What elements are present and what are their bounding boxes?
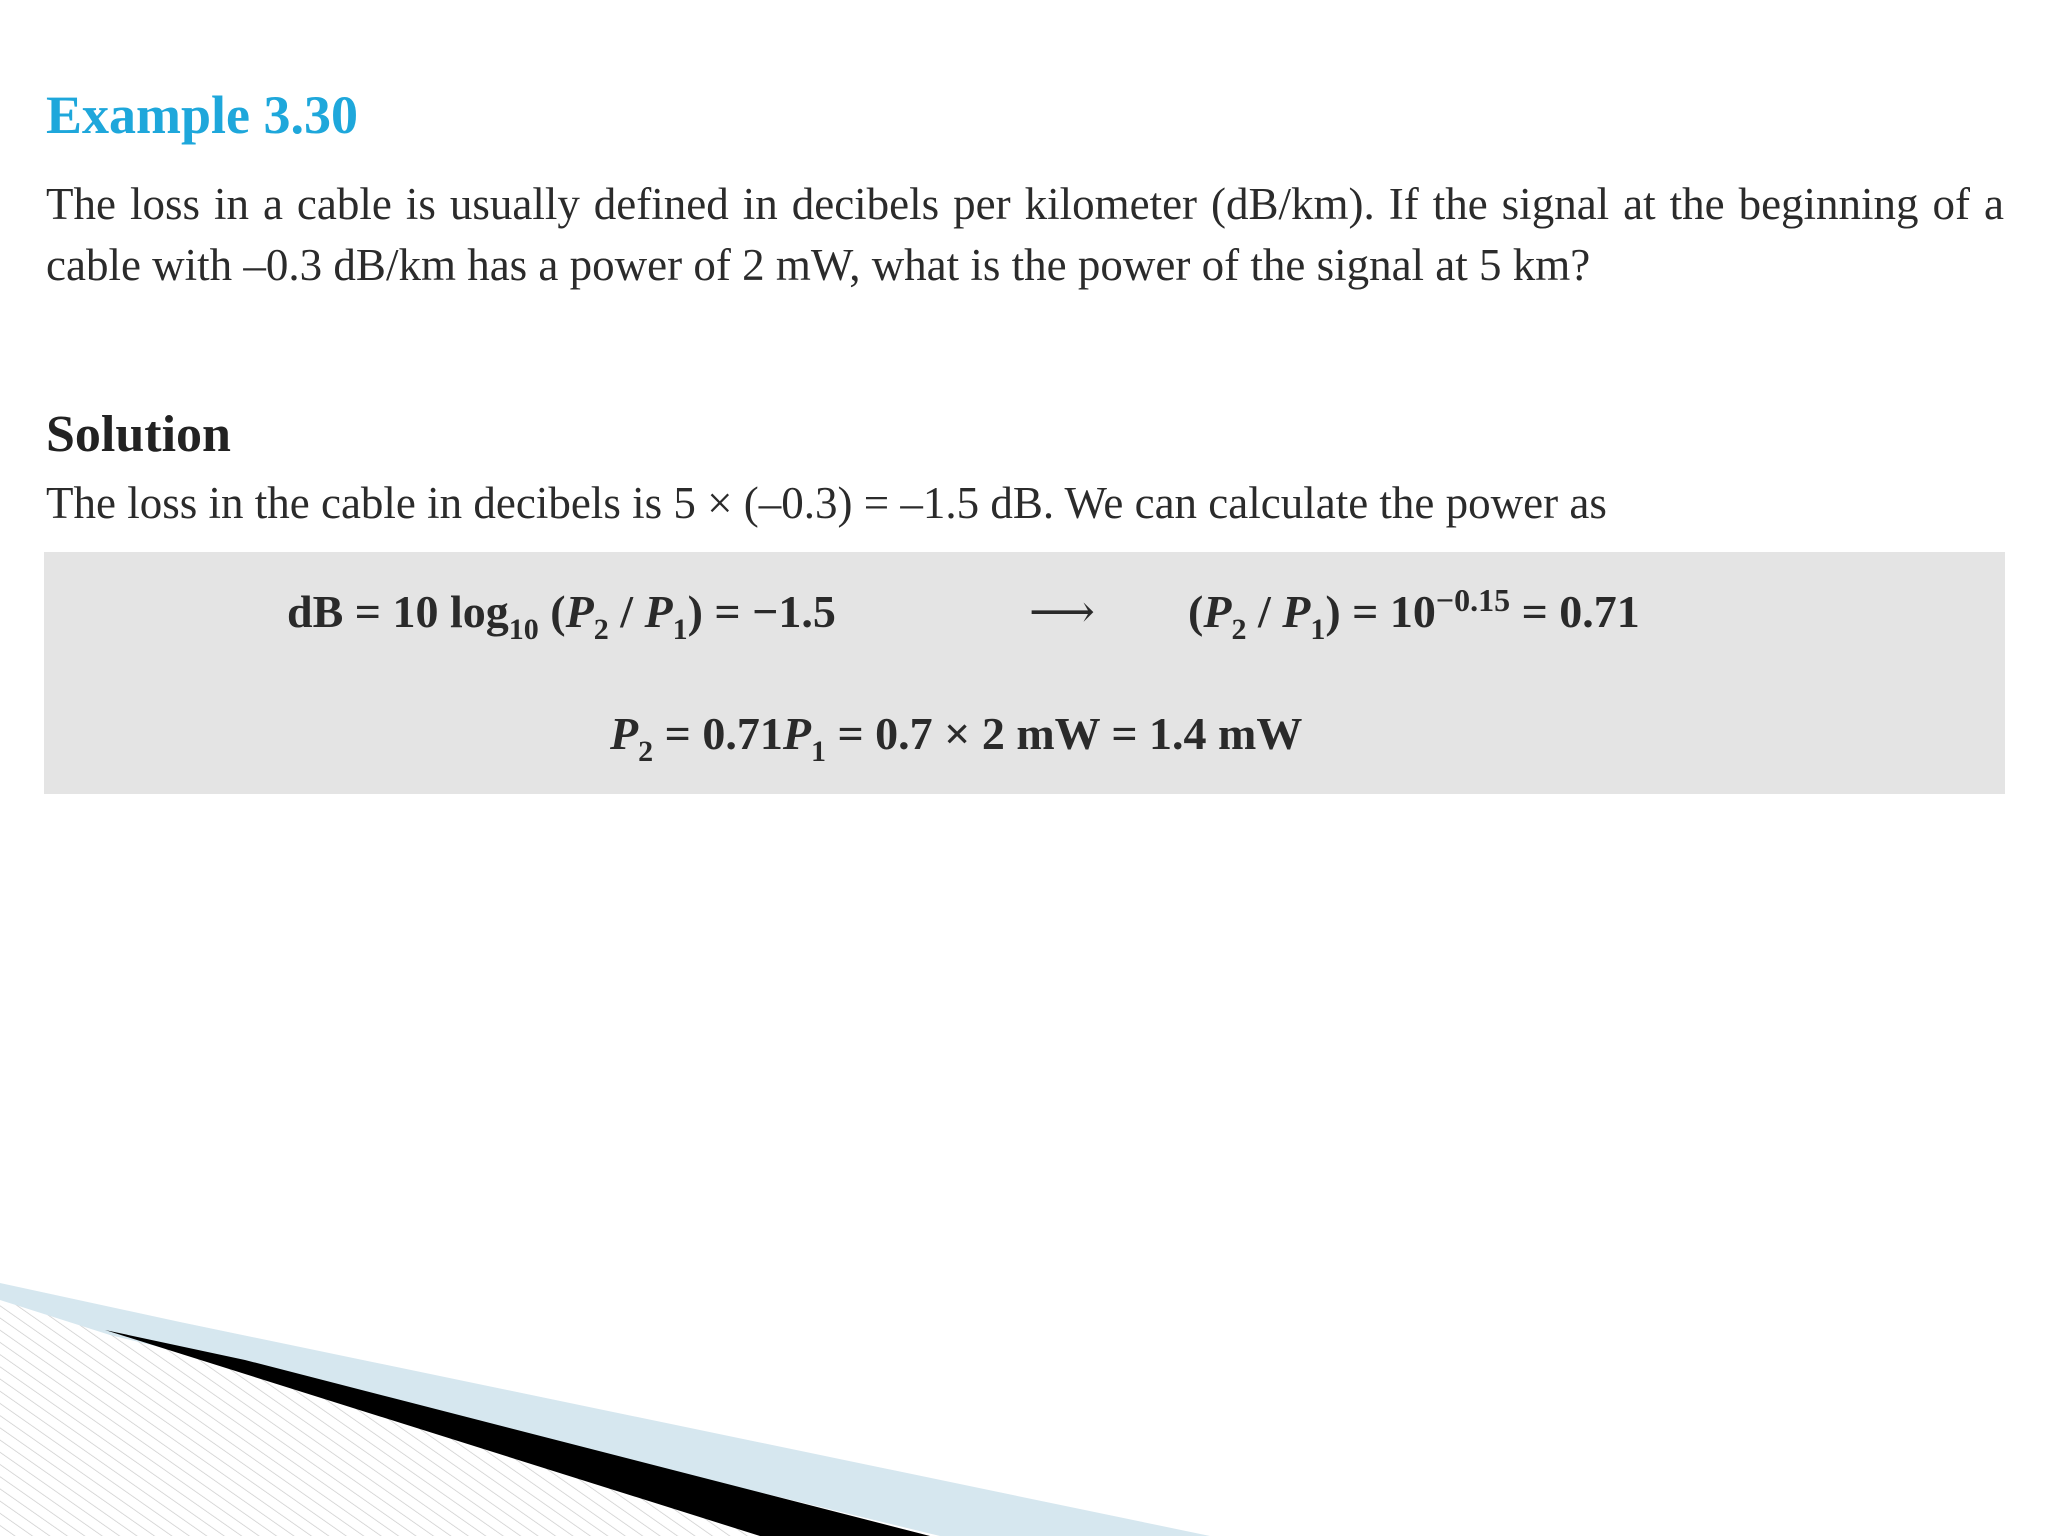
eq-p2-sub: 2 <box>593 613 609 646</box>
eq-lhs: dB = 10 log <box>287 586 509 637</box>
result-p2-sub: 2 <box>638 735 654 768</box>
eq-close: ) = −1.5 <box>687 586 836 637</box>
ratio-p1-sub: 1 <box>1310 613 1326 646</box>
equation-db-definition <box>287 584 836 646</box>
ratio-p1: P <box>1282 586 1311 637</box>
result-rest: = 0.7 × 2 mW = 1.4 mW <box>825 708 1303 759</box>
decor-hatched-area <box>0 1285 760 1536</box>
ratio-exponent: −0.15 <box>1435 582 1511 618</box>
decor-light-band <box>0 1283 1210 1536</box>
result-p1-sub: 1 <box>810 735 826 768</box>
equation-box <box>44 552 2005 794</box>
result-mid: = 0.71 <box>653 708 783 759</box>
ratio-p2: P <box>1203 586 1232 637</box>
problem-statement: The loss in a cable is usually defined in decibels per kilometer (dB/km). If the signal at the beginning of a cable with –0.3 dB/km has a power of 2 mW, what is the power of the signal at 5 km? <box>46 179 2004 290</box>
equation-ratio <box>1188 582 1640 646</box>
ratio-slash: / <box>1246 586 1283 637</box>
equation-power-result <box>610 706 1303 768</box>
eq-p2: P <box>565 586 594 637</box>
eq-p1-sub: 1 <box>672 613 688 646</box>
example-title: Example 3.30 <box>46 85 359 145</box>
result-p2: P <box>610 708 639 759</box>
solution-text: The loss in the cable in decibels is 5 × (–0.3) = –1.5 dB. We can calculate the power as <box>46 478 1607 528</box>
eq-p1: P <box>644 586 673 637</box>
ratio-result: = 0.71 <box>1510 586 1640 637</box>
eq-open-paren: ( <box>538 586 566 637</box>
eq-slash: / <box>608 586 645 637</box>
right-arrow-icon: ⟶ <box>1029 586 1095 637</box>
decor-black-band <box>105 1330 930 1536</box>
ratio-open: ( <box>1188 586 1204 637</box>
ratio-close: ) = 10 <box>1325 586 1436 637</box>
log-base: 10 <box>508 613 539 646</box>
solution-heading: Solution <box>46 406 231 463</box>
ratio-p2-sub: 2 <box>1231 613 1247 646</box>
result-p1: P <box>782 708 811 759</box>
